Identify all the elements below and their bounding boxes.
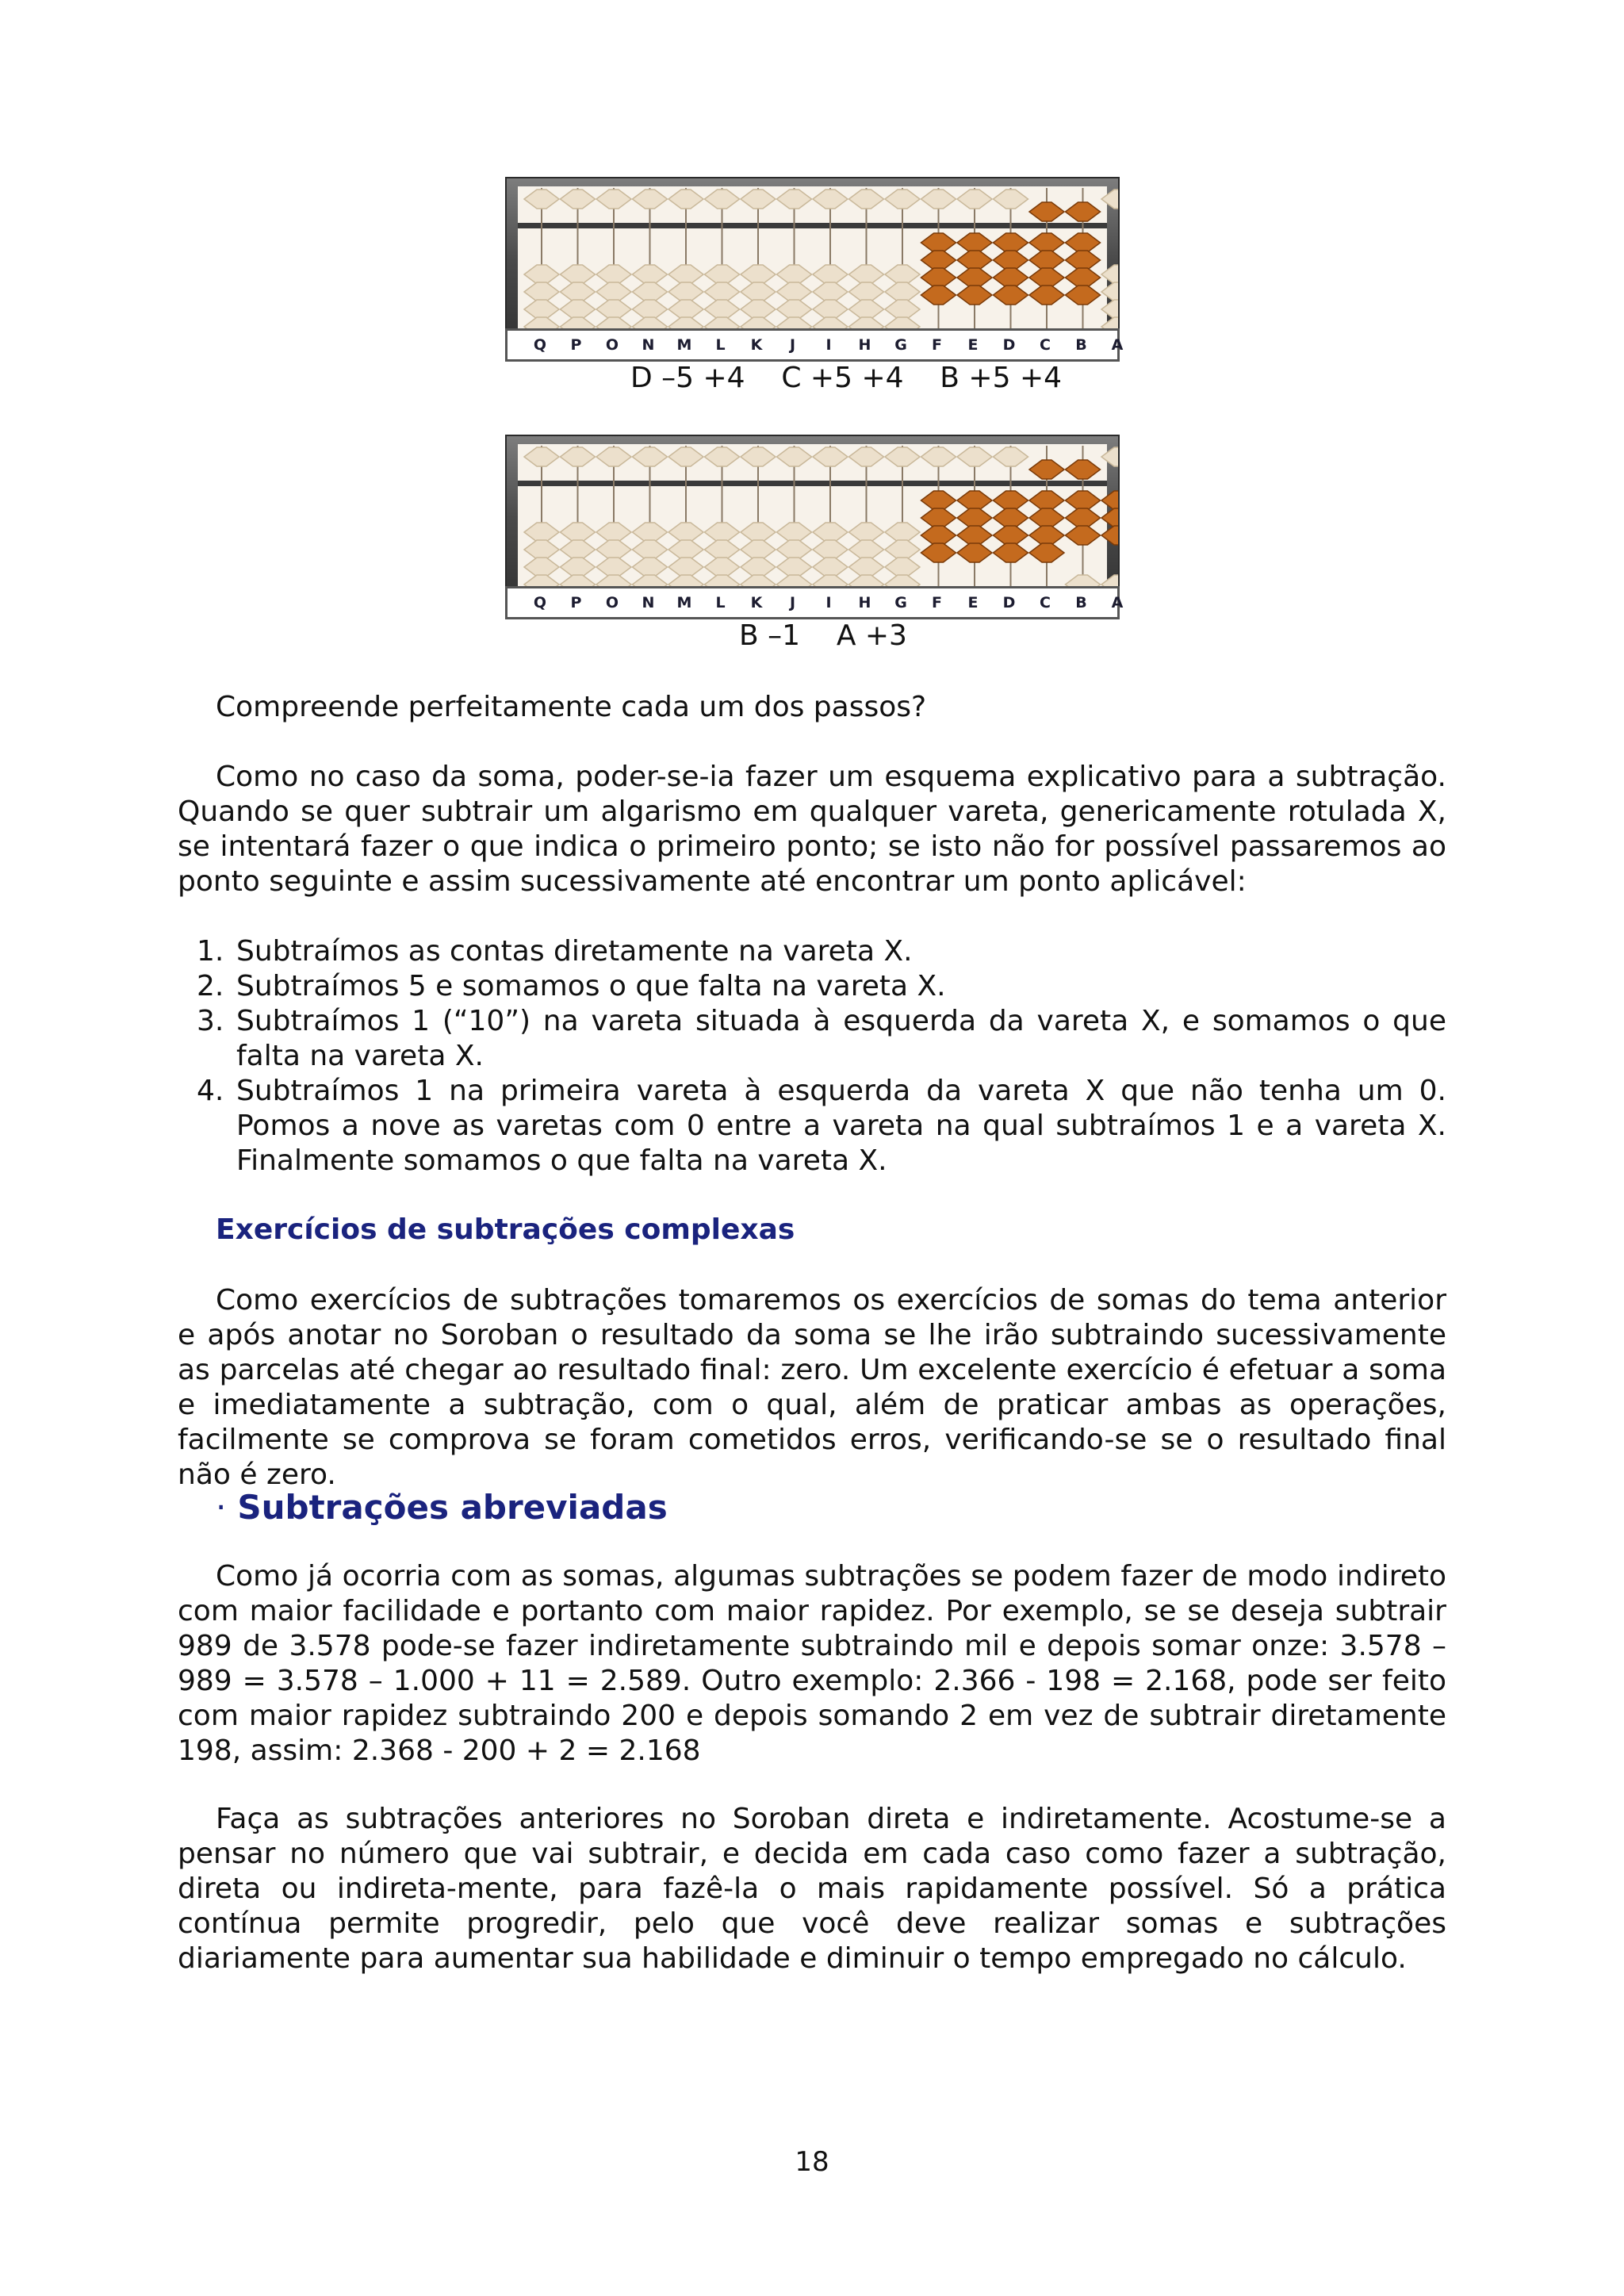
- rod-label: K: [750, 594, 763, 611]
- rod-label: P: [570, 336, 582, 354]
- rod-label: D: [1002, 336, 1016, 354]
- rod-label: E: [967, 594, 979, 611]
- rod-label: Q: [533, 594, 547, 611]
- rod-label: B: [1075, 594, 1087, 611]
- rod-label: G: [894, 594, 907, 611]
- rod-label: A: [1111, 594, 1124, 611]
- rod-label: F: [932, 336, 942, 354]
- rod-label: Q: [533, 336, 547, 354]
- rod-label: O: [605, 594, 619, 611]
- list-item: 2. Subtraímos 5 e somamos o que falta na vareta X.: [197, 970, 946, 1002]
- rod-label: A: [1111, 336, 1124, 354]
- rod-label: D: [1002, 594, 1016, 611]
- rod-label: C: [1040, 336, 1051, 354]
- rod-label: H: [858, 336, 871, 354]
- rod-label: M: [676, 594, 692, 611]
- list-item: 1. Subtraímos as contas diretamente na vareta X.: [197, 935, 913, 968]
- rod-label: H: [858, 594, 871, 611]
- question-text: Compreende perfeitamente cada um dos passos?: [216, 691, 927, 723]
- rod-label: J: [789, 594, 796, 611]
- practice-paragraph: Faça as subtrações anteriores no Soroban direta e indiretamente. Acostume-se a pensar no número que vai subtrair, e decida em cada caso como fazer a subtração, direta ou indireta-mente, para fazê-la o mais rapidamente possível. Só a prática contínua permite progredir, pelo que você deve realizar somas e subtrações diariamente para aumentar sua habilidade e diminuir o tempo empregado no cálculo.: [178, 1803, 1446, 1975]
- rod-label: O: [605, 336, 619, 354]
- rod-label: L: [715, 336, 726, 354]
- exercises-paragraph: Como exercícios de subtrações tomaremos os exercícios de somas do tema anterior e após anotar no Soroban o resultado da soma se lhe irão subtraindo sucessivamente as parcelas até chegar ao resultado final: zero. Um excelente exercício é efetuar a soma e imediatamente a subtração, com o qual, além de praticar ambas as operações, facilmente se comprova se foram cometidos erros, verificando-se se o resultado final não é zero.: [178, 1284, 1446, 1491]
- rod-label: P: [570, 594, 582, 611]
- rod-label: I: [825, 336, 832, 354]
- rod-label: N: [642, 336, 655, 354]
- reckoning-bar: [518, 223, 1107, 228]
- rod-label: J: [789, 336, 796, 354]
- list-item: 3. Subtraímos 1 (“10”) na vareta situada à esquerda da vareta X, e somamos o que falta na vareta X.: [197, 1005, 1446, 1072]
- page-number: 18: [795, 2146, 829, 2178]
- list-item: 4. Subtraímos 1 na primeira vareta à esquerda da vareta X que não tenha um 0. Pomos a nove as varetas com 0 entre a vareta na qual subtraímos 1 e a vareta X. Finalmente somamos o que falta na vareta X.: [197, 1075, 1446, 1177]
- abbrev-paragraph: Como já ocorria com as somas, algumas subtrações se podem fazer de modo indireto com maior facilidade e portanto com maior rapidez. Por exemplo, se se deseja subtrair 989 de 3.578 pode-se fazer indiretamente subtraindo mil e depois somar onze: 3.578 – 989 = 3.578 – 1.000 + 11 = 2.589. Outro exemplo: 2.366 - 198 = 2.168, pode ser feito com maior rapidez subtraindo 200 e depois somando 2 em vez de subtrair diretamente 198, assim: 2.368 - 200 + 2 = 2.168: [178, 1560, 1446, 1767]
- rod-label: E: [967, 336, 979, 354]
- rod-label: K: [750, 336, 763, 354]
- rod-label: M: [676, 336, 692, 354]
- reckoning-bar: [518, 481, 1107, 486]
- rod-labels-1: [505, 328, 1124, 362]
- rod-label: N: [642, 594, 655, 611]
- rod-labels-2: [505, 586, 1124, 619]
- rod-label: F: [932, 594, 942, 611]
- section-heading: · Subtrações abreviadas: [216, 1488, 668, 1527]
- rod-label: I: [825, 594, 832, 611]
- figure-caption-2: B –1 A +3: [739, 619, 907, 652]
- rod-label: C: [1040, 594, 1051, 611]
- rod-label: G: [894, 336, 907, 354]
- exercises-heading: Exercícios de subtrações complexas: [216, 1213, 795, 1246]
- figure-caption-1: D –5 +4 C +5 +4 B +5 +4: [630, 362, 1063, 394]
- rod-label: L: [715, 594, 726, 611]
- rod-label: B: [1075, 336, 1087, 354]
- steps-list: [178, 934, 1446, 1179]
- intro-paragraph: Como no caso da soma, poder-se-ia fazer um esquema explicativo para a subtração. Quando se quer subtrair um algarismo em qualquer vareta, genericamente rotulada X, se intentará fazer o que indica o primeiro ponto; se isto não for possível passaremos ao ponto seguinte e assim sucessivamente até encontrar um ponto aplicável:: [178, 761, 1446, 898]
- bullet: ·: [216, 1488, 227, 1527]
